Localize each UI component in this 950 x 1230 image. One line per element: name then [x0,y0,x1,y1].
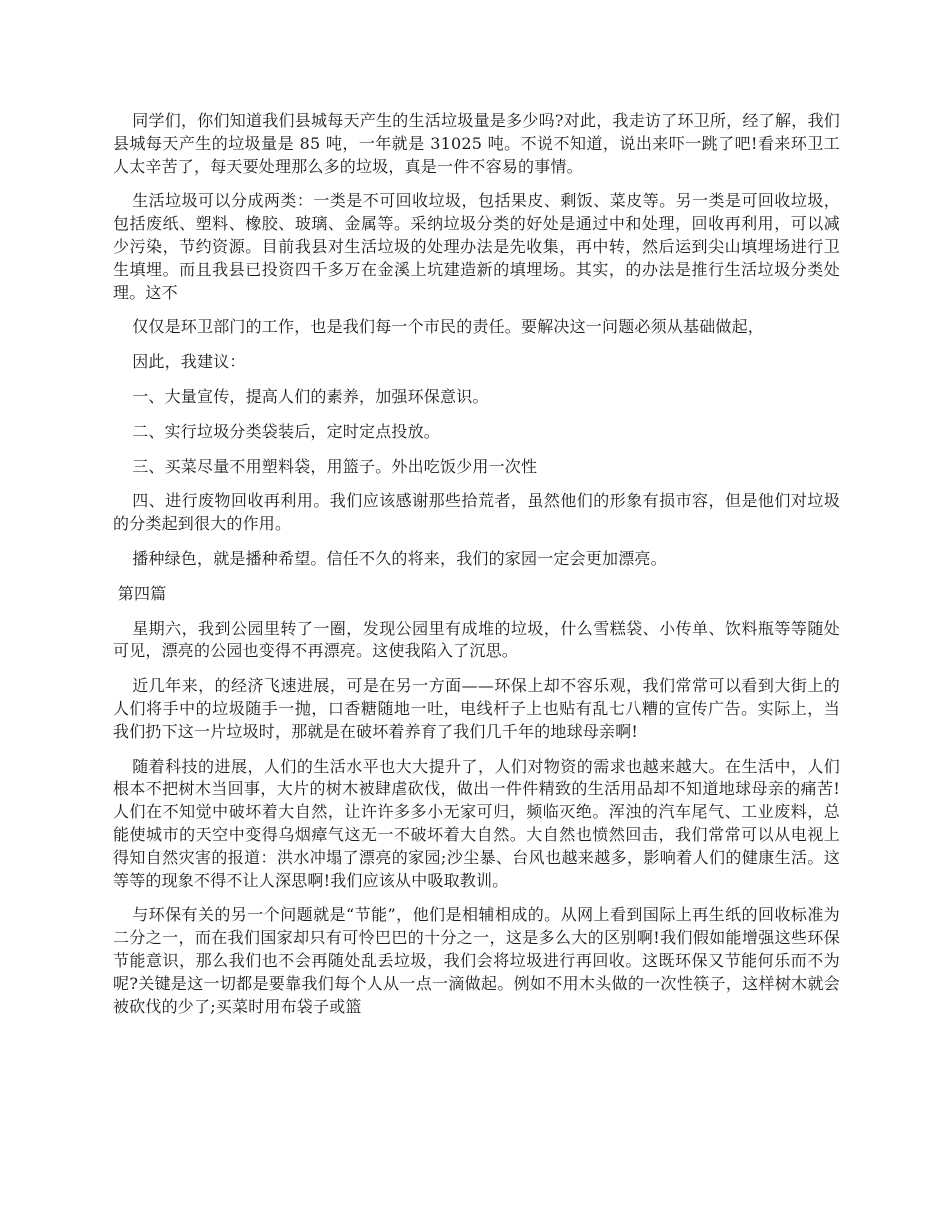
paragraph-2: 生活垃圾可以分成两类：一类是不可回收垃圾，包括果皮、剩饭、菜皮等。另一类是可回收垃圾，包括废纸、塑料、橡胶、玻璃、金属等。采纳垃圾分类的好处是通过中和处理，回收再利用，可以减少污染，节约资源。目前我县对生活垃圾的处理办法是先收集，再中转，然后运到尖山填埋场进行卫生填埋。而且我县已投资四千多万在金溪上坑建造新的填埋场。其实，的办法是推行生活垃圾分类处理。这不 [113,191,840,302]
paragraph-8: 与环保有关的另一个问题就是“节能”，他们是相辅相成的。从网上看到国际上再生纸的回收标准为二分之一，而在我们国家却只有可怜巴巴的十分之一，这是多么大的区别啊!我们假如能增强这些环保节能意识，那么我们也不会再随处乱丢垃圾，我们会将垃圾进行再回收。这既环保又节能何乐而不为呢?关键是这一切都是要靠我们每个人从一点一滴做起。例如不用木头做的一次性筷子，这样树木就会被砍伐的少了;买菜时用布袋子或篮 [113,905,840,1016]
paragraph-5: 星期六，我到公园里转了一圈，发现公园里有成堆的垃圾，什么雪糕袋、小传单、饮料瓶等等随处可见，漂亮的公园也变得不再漂亮。这使我陷入了沉思。 [113,618,840,661]
suggestion-2: 二、实行垃圾分类袋装后，定时定点投放。 [132,421,440,441]
section-heading: 第四篇 [117,583,167,603]
paragraph-4: 因此，我建议： [132,352,246,372]
suggestion-4: 四、进行废物回收再利用。我们应该感谢那些拾荒者，虽然他们的形象有损市容，但是他们对垃圾的分类起到很大的作用。 [113,491,840,534]
paragraph-3: 仅仅是环卫部门的工作，也是我们每一个市民的责任。要解决这一问题必须从基础做起， [132,317,764,337]
suggestion-1: 一、大量宣传，提高人们的素养，加强环保意识。 [132,386,489,406]
paragraph-closing: 播种绿色，就是播种希望。信任不久的将来，我们的家园一定会更加漂亮。 [132,548,667,568]
suggestion-3: 三、买菜尽量不用塑料袋，用篮子。外出吃饭少用一次性 [132,456,538,476]
paragraph-6: 近几年来，的经济飞速进展，可是在另一方面——环保上却不容乐观，我们常常可以看到大街上的人们将手中的垃圾随手一抛，口香糖随地一吐，电线杆子上也贴有乱七八糟的宣传广告。实际上，当我们扔下这一片垃圾时，那就是在破坏着养育了我们几千年的地球母亲啊! [113,676,840,741]
paragraph-1: 同学们，你们知道我们县城每天产生的生活垃圾量是多少吗?对此，我走访了环卫所，经了解，我们县城每天产生的垃圾量是 85 吨，一年就是 31025 吨。不说不知道，说出来吓一跳了吧!看来环卫工人太辛苦了，每天要处理那么多的垃圾，真是一件不容易的事情。 [113,111,840,176]
document-body [113,110,840,1030]
paragraph-7: 随着科技的进展，人们的生活水平也大大提升了，人们对物资的需求也越来越大。在生活中，人们根本不把树木当回事，大片的树木被肆虐砍伐，做出一件件精致的生活用品却不知道地球母亲的痛苦!人们在不知觉中破坏着大自然，让许许多多小无家可归，频临灭绝。浑浊的汽车尾气、工业废料，总能使城市的天空中变得乌烟瘴气这无一不破坏着大自然。大自然也愤然回击，我们常常可以从电视上得知自然灾害的报道：洪水冲塌了漂亮的家园;沙尘暴、台风也越来越多，影响着人们的健康生活。这等等的现象不得不让人深思啊!我们应该从中吸取教训。 [113,756,840,890]
